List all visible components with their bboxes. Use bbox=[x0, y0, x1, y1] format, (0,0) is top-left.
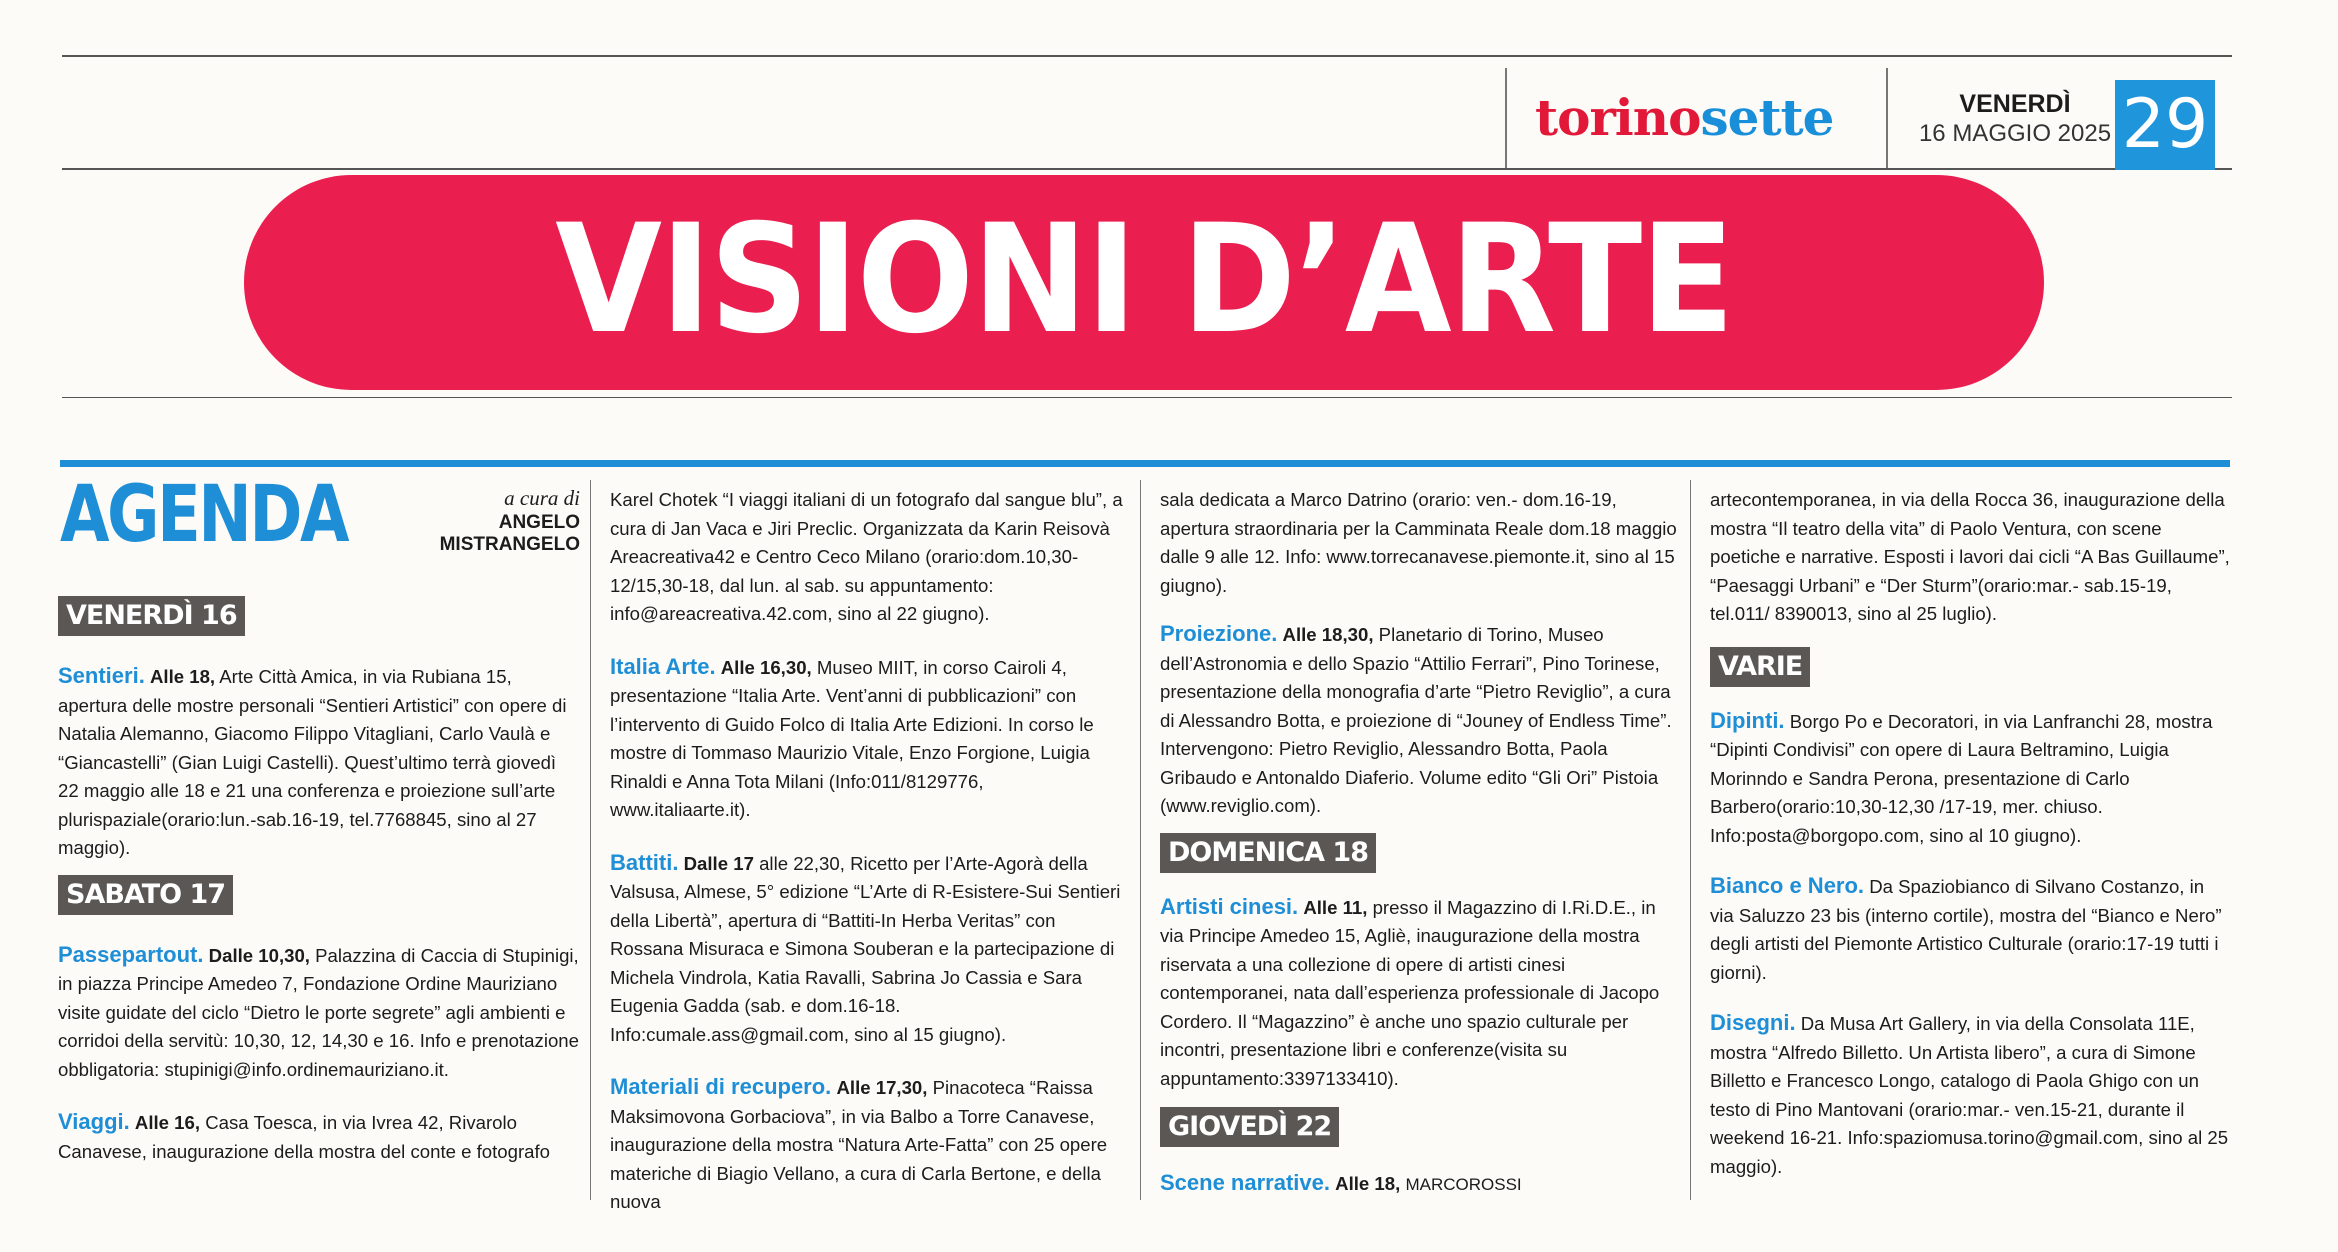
agenda-entry bbox=[610, 1073, 1128, 1217]
entry-time: Dalle 10,30, bbox=[208, 944, 310, 966]
entry-heading: Disegni. bbox=[1710, 1010, 1796, 1035]
agenda-entry bbox=[1160, 620, 1680, 821]
header-divider bbox=[1505, 68, 1507, 168]
brand-logo bbox=[1535, 88, 1833, 147]
day-heading bbox=[1710, 647, 2230, 687]
entry-body: presso il Magazzino di I.Ri.D.E., in via Principe Amedeo 15, Agliè, inaugurazione della mostra riservata a una collezione di opere di artisti cinesi contemporanei, nata dall’esperienza professionale di Jacopo Cordero. Il “Magazzino” è anche uno spazio culturale per incontri, presentazione libri e conferenze(visita su appuntamento:3397133410). bbox=[1160, 896, 1660, 1089]
entry-body: Museo MIIT, in corso Cairoli 4, presentazione “Italia Arte. Vent’anni di pubblicazioni” con l’intervento di Guido Folco di Italia Arte Edizioni. In corso le mostre di Tommaso Maurizio Vitale, Enzo Forgione, Luigia Rinaldi e Anna Tota Milani (Info:011/8129776, www.italiaarte.it). bbox=[610, 656, 1094, 820]
day-label: SABATO 17 bbox=[58, 875, 233, 915]
entry-time: Alle 16, bbox=[134, 1112, 201, 1133]
entry-heading: Proiezione. bbox=[1160, 621, 1278, 646]
day-heading bbox=[58, 875, 580, 915]
agenda-entry-continued: artecontemporanea, in via della Rocca 36, inaugurazione della mostra “Il teatro della vita” di Paolo Ventura, con scene poetiche e narrative. Esposti i lavori dai cicli “A Bas Guillaume”, “Paesaggi Urbani” e “Der Sturm”(orario:mar.- sab.15-19, tel.011/ 8390013, sino al 25 luglio). bbox=[1710, 489, 2230, 624]
agenda-entry bbox=[1710, 1009, 2230, 1181]
entry-time: Alle 18, bbox=[1335, 1173, 1401, 1194]
issue-day: VENERDÌ bbox=[1959, 90, 2071, 118]
brand-part-2: sette bbox=[1700, 88, 1834, 147]
brand-part-1: torino bbox=[1535, 88, 1701, 147]
article-column-4 bbox=[1710, 486, 2230, 1181]
agenda-entry bbox=[58, 662, 580, 863]
entry-heading: Battiti. bbox=[610, 849, 679, 875]
entry-heading: Sentieri. bbox=[58, 663, 145, 688]
entry-heading: Artisti cinesi. bbox=[1160, 893, 1299, 919]
day-heading bbox=[1160, 1107, 1680, 1147]
entry-body: Da Musa Art Gallery, in via della Consolata 11E, mostra “Alfredo Billetto. Un Artista libero”, a cura di Simone Billetto e Francesco Longo, catalogo di Paola Ghigo con un testo di Pino Mantovani (orario:mar.- ven.15-21, durante il weekend 16-21. Info:spaziomusa.torino@gmail.com, sino al 25 maggio). bbox=[1710, 1013, 2229, 1177]
entry-body: Casa Toesca, in via Ivrea 42, Rivarolo Canavese, inaugurazione della mostra del conte e fotografo bbox=[58, 1112, 551, 1162]
entry-body: Pinacoteca “Raissa Maksimovona Gorbaciova”, in via Balbo a Torre Canavese, inaugurazione della mostra “Natura Arte-Fatta” con 25 opere materiche di Biagio Vellano, a cura di Carla Bertone, e della nuova bbox=[610, 1077, 1108, 1212]
column-separator bbox=[590, 480, 591, 1200]
entry-heading: Scene narrative. bbox=[1160, 1170, 1330, 1195]
day-heading bbox=[58, 596, 580, 636]
entry-heading: Passepartout. bbox=[58, 941, 204, 967]
agenda-entry-continued: Karel Chotek “I viaggi italiani di un fotografo dal sangue blu”, a cura di Jan Vaca e Jiri Preclic. Organizzata da Karin Reisovà Areacreativa42 e Centro Ceco Milano (orario:dom.10,30-12/15,30-18, dal lun. al sab. su appuntamento: info@areacreativa.42.com, sino al 22 giugno). bbox=[610, 489, 1123, 624]
article-column-2 bbox=[610, 486, 1128, 1217]
article-column-1 bbox=[58, 596, 580, 1166]
article-column-3 bbox=[1160, 486, 1680, 1200]
entry-time: Alle 11, bbox=[1303, 896, 1368, 918]
column-separator bbox=[1690, 480, 1691, 1200]
agenda-entry-continued: sala dedicata a Marco Datrino (orario: ven.- dom.16-19, apertura straordinaria per la Camminata Reale dom.18 maggio dalle 9 alle 12. Info: www.torrecanavese.piemonte.it, sino al 15 giugno). bbox=[1160, 489, 1677, 596]
curated-label: a cura di bbox=[504, 486, 580, 510]
banner-title: VISIONI D’ARTE bbox=[555, 193, 1733, 367]
day-label: DOMENICA 18 bbox=[1160, 833, 1376, 873]
entry-time: Alle 17,30, bbox=[836, 1077, 928, 1098]
agenda-entry bbox=[1710, 707, 2230, 851]
agenda-entry bbox=[58, 941, 580, 1085]
issue-date: 16 MAGGIO 2025 bbox=[1918, 120, 2112, 147]
entry-body: alle 22,30, Ricetto per l’Arte-Agorà della Valsusa, Almese, 5° edizione “L’Arte di R-Esistere-Sui Sentieri della Libertà”, apertura di “Battiti-In Herba Veritas” con Rossana Misuraca e Simona Souberan e la partecipazione di Michela Vindrola, Katia Ravalli, Sabrina Jo Cassia e Sara Eugenia Gadda (sab. e dom.16-18. Info:cumale.ass@gmail.com, sino al 15 giugno). bbox=[610, 852, 1121, 1045]
column-separator bbox=[1140, 480, 1141, 1200]
day-label: VARIE bbox=[1710, 647, 1810, 687]
entry-time: Alle 18, bbox=[149, 666, 216, 687]
agenda-title: AGENDA bbox=[60, 470, 348, 560]
section-banner bbox=[244, 175, 2044, 390]
entry-heading: Bianco e Nero. bbox=[1710, 873, 1865, 898]
entry-heading: Viaggi. bbox=[58, 1109, 130, 1134]
page-number: 29 bbox=[2115, 80, 2215, 170]
entry-time: Dalle 17 bbox=[683, 852, 754, 874]
entry-body: Da Spaziobianco di Silvano Costanzo, in via Saluzzo 23 bis (interno cortile), mostra del “Bianco e Nero” degli artisti del Piemonte Artistico Culturale (orario:17-19 tutti i giorni). bbox=[1710, 876, 2222, 983]
entry-heading: Italia Arte. bbox=[610, 653, 716, 679]
agenda-entry bbox=[610, 849, 1128, 1050]
agenda-entry bbox=[1160, 1169, 1680, 1200]
header-divider-2 bbox=[1886, 68, 1888, 168]
entry-heading: Materiali di recupero. bbox=[610, 1074, 832, 1099]
day-heading bbox=[1160, 833, 1680, 873]
entry-body: Borgo Po e Decoratori, in via Lanfranchi 28, mostra “Dipinti Condivisi” con opere di Laura Beltramino, Luigia Morinndo e Sandra Perona, presentazione di Carlo Barbero(orario:10,30-12,30 /17-19, mer. chiuso. Info:posta@borgopo.com, sino al 10 giugno). bbox=[1710, 710, 2213, 846]
agenda-entry bbox=[1710, 872, 2230, 987]
entry-credit: MARCOROSSI bbox=[1405, 1175, 1522, 1194]
header-bottom-rule bbox=[62, 168, 2232, 170]
header-top-rule bbox=[62, 55, 2232, 57]
entry-time: Alle 16,30, bbox=[720, 656, 812, 678]
banner-bottom-rule bbox=[62, 397, 2232, 398]
entry-time: Alle 18,30, bbox=[1282, 624, 1374, 645]
agenda-accent-rule bbox=[60, 460, 2230, 467]
entry-body: Arte Città Amica, in via Rubiana 15, apertura delle mostre personali “Sentieri Artistici” con opere di Natalia Alemanno, Giacomo Filippo Vitagliani, Carlo Vaulà e “Giancastelli” (Gian Luigi Castelli). Quest’ultimo terrà giovedì 22 maggio alle 18 e 21 una conferenza e proiezione sull’arte plurispaziale(orario:lun.-sab.16-19, tel.7768845, sino al 27 maggio). bbox=[58, 666, 567, 858]
entry-heading: Dipinti. bbox=[1710, 707, 1785, 733]
author-name: ANGELO MISTRANGELO bbox=[439, 512, 580, 555]
agenda-entry bbox=[58, 1108, 580, 1166]
entry-body: Palazzina di Caccia di Stupinigi, in piazza Principe Amedeo 7, Fondazione Ordine Mauriziano visite guidate del ciclo “Dietro le porte segrete” agli ambienti e corridoi della servitù: 10,30, 12, 14,30 e 16. Info e prenotazione obbligatoria: stupinigi@info.ordinemauriziano.it. bbox=[58, 944, 579, 1080]
entry-body: Planetario di Torino, Museo dell’Astronomia e dello Spazio “Attilio Ferrari”, Pino Torinese, presentazione della monografia d’arte “Pietro Reviglio”, a cura di Alessandro Botta, e proiezione di “Jouney of Endless Time”. Intervengono: Pietro Reviglio, Alessandro Botta, Paola Gribaudo e Antonaldo Diaferio. Volume edito “Gli Ori” Pistoia (www.reviglio.com). bbox=[1160, 624, 1672, 816]
agenda-entry bbox=[610, 653, 1128, 825]
day-label: VENERDÌ 16 bbox=[58, 596, 245, 636]
day-label: GIOVEDÌ 22 bbox=[1160, 1107, 1339, 1147]
agenda-entry bbox=[1160, 893, 1680, 1094]
